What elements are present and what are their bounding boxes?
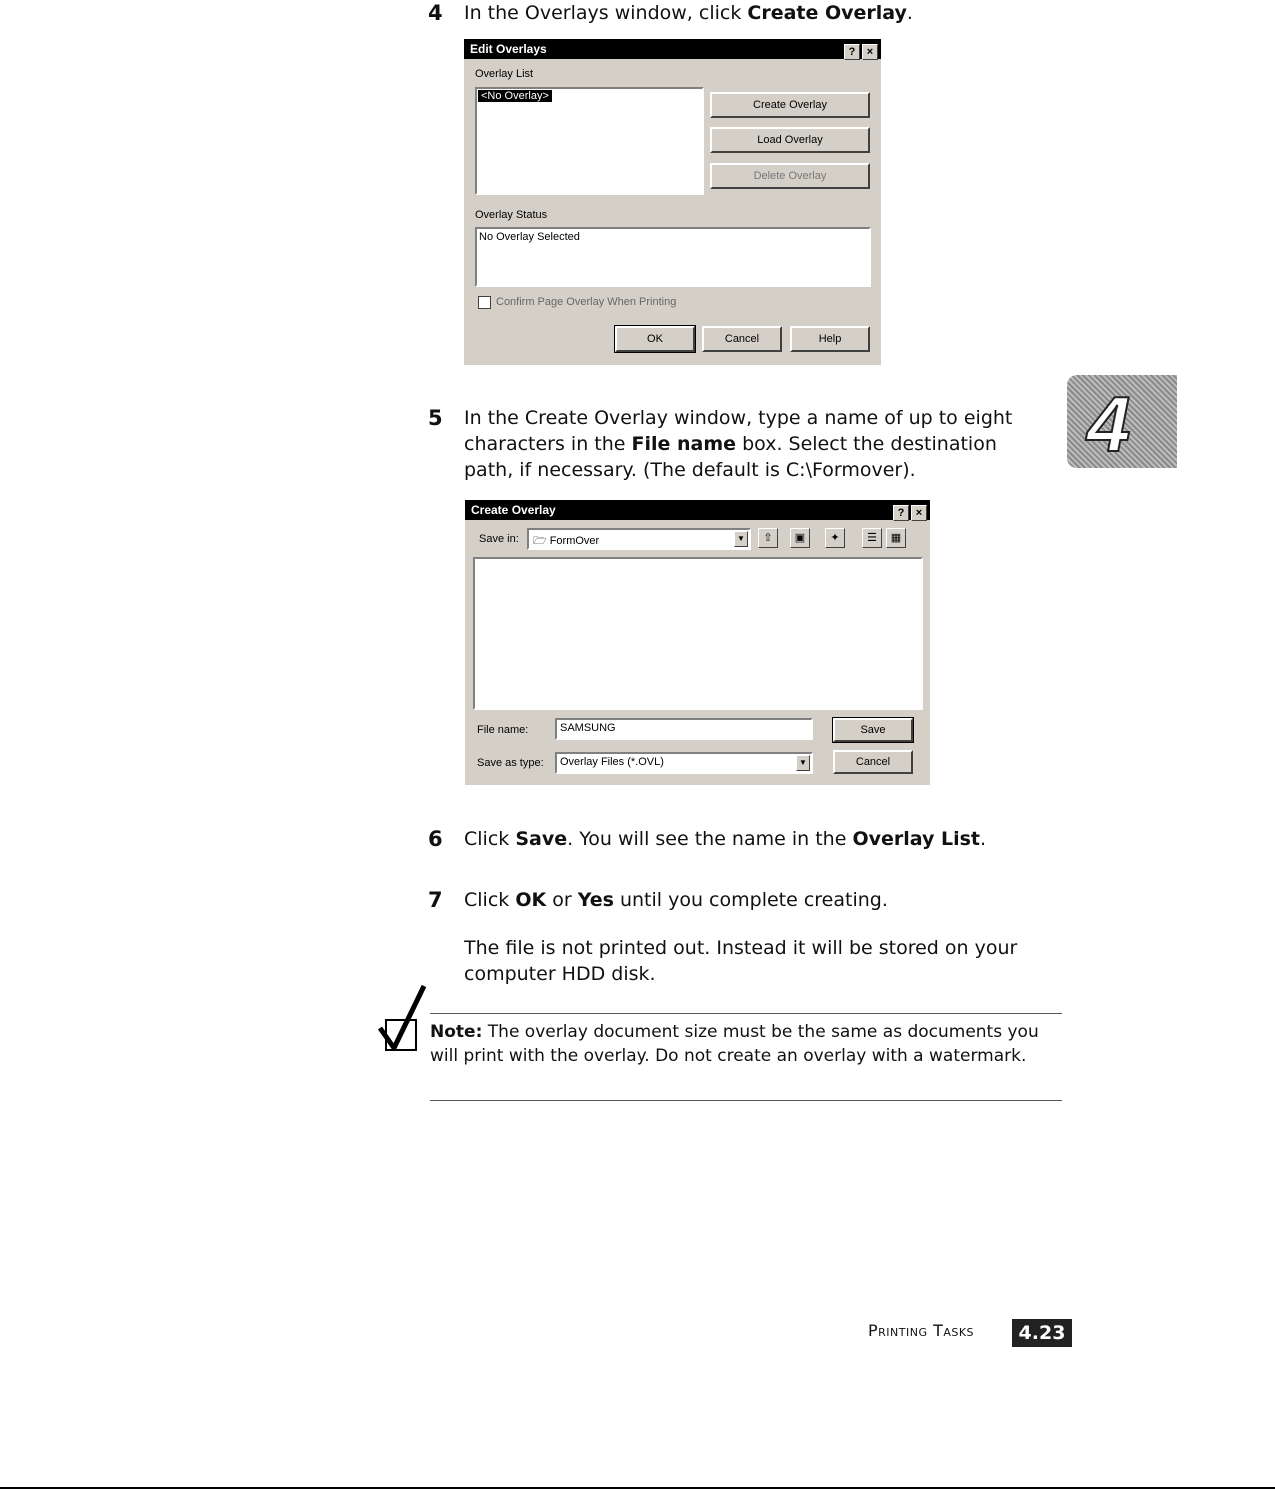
confirm-checkbox[interactable]	[478, 296, 491, 309]
savetype-label: Save as type:	[477, 757, 544, 769]
step-text: In the Overlays window, click	[464, 2, 748, 24]
folder-icon: 🗁	[533, 535, 547, 547]
footer-section: Printing Tasks	[868, 1321, 975, 1340]
save-in-value: FormOver	[549, 535, 600, 547]
step-bold: Create Overlay	[747, 2, 907, 24]
filename-input[interactable]	[555, 718, 813, 740]
dialog-title: Edit Overlays	[470, 42, 547, 56]
step-number: 4	[428, 1, 443, 25]
save-in-label: Save in:	[479, 533, 519, 545]
save-button[interactable]: Save	[833, 718, 913, 742]
details-view-icon[interactable]: ▦	[886, 528, 906, 548]
dialog-titlebar	[464, 39, 881, 59]
help-icon[interactable]: ?	[893, 505, 909, 521]
note-top-rule	[430, 1013, 1062, 1014]
page-bottom-rule	[0, 1487, 1275, 1489]
overlay-list[interactable]	[475, 87, 704, 195]
savetype-value: Overlay Files (*.OVL)	[560, 756, 664, 768]
step-number: 5	[428, 406, 443, 430]
edit-overlays-dialog	[464, 39, 881, 365]
dialog-title: Create Overlay	[471, 503, 556, 517]
new-folder-icon[interactable]: ✦	[825, 528, 845, 548]
overlay-list-label: Overlay List	[475, 68, 534, 80]
chevron-down-icon[interactable]: ▼	[734, 531, 748, 547]
confirm-checkbox-label: Confirm Page Overlay When Printing	[496, 296, 677, 308]
chevron-down-icon[interactable]: ▼	[796, 755, 810, 771]
help-icon[interactable]: ?	[844, 44, 860, 60]
filename-value: SAMSUNG	[560, 722, 616, 734]
dialog-titlebar	[465, 500, 930, 520]
desktop-icon[interactable]: ▣	[790, 528, 810, 548]
file-list[interactable]	[473, 557, 923, 710]
load-overlay-button[interactable]: Load Overlay	[710, 127, 870, 153]
overlay-status-box	[475, 227, 871, 287]
step-number: 6	[428, 827, 443, 851]
create-overlay-dialog	[465, 500, 930, 785]
ok-button[interactable]: OK	[615, 326, 695, 352]
overlay-status-label: Overlay Status	[475, 209, 548, 221]
save-in-combo[interactable]	[527, 528, 751, 550]
cancel-button[interactable]: Cancel	[833, 750, 913, 774]
filename-label: File name:	[477, 724, 529, 736]
list-view-icon[interactable]: ☰	[862, 528, 882, 548]
note-label: Note:	[430, 1022, 483, 1042]
savetype-combo[interactable]	[555, 752, 813, 774]
chapter-tab	[1067, 375, 1177, 468]
list-item[interactable]: <No Overlay>	[478, 90, 552, 102]
overlay-status-text: No Overlay Selected	[479, 231, 580, 243]
checkmark-note-icon	[378, 984, 428, 1056]
close-icon[interactable]: ×	[862, 44, 878, 60]
note-block	[430, 1020, 1062, 1068]
create-overlay-button[interactable]: Create Overlay	[710, 92, 870, 118]
note-bottom-rule	[430, 1100, 1062, 1101]
up-folder-icon[interactable]: ⇧	[758, 528, 778, 548]
close-icon[interactable]: ×	[911, 505, 927, 521]
note-text: The overlay document size must be the same as documents you will print with the overlay. Do not create an overlay with a watermark.	[430, 1022, 1039, 1066]
help-button[interactable]: Help	[790, 326, 870, 352]
delete-overlay-button[interactable]: Delete Overlay	[710, 163, 870, 189]
chapter-number: 4	[1087, 380, 1131, 468]
cancel-button[interactable]: Cancel	[702, 326, 782, 352]
page-number: 4.23	[1012, 1319, 1072, 1347]
step-number: 7	[428, 888, 443, 912]
